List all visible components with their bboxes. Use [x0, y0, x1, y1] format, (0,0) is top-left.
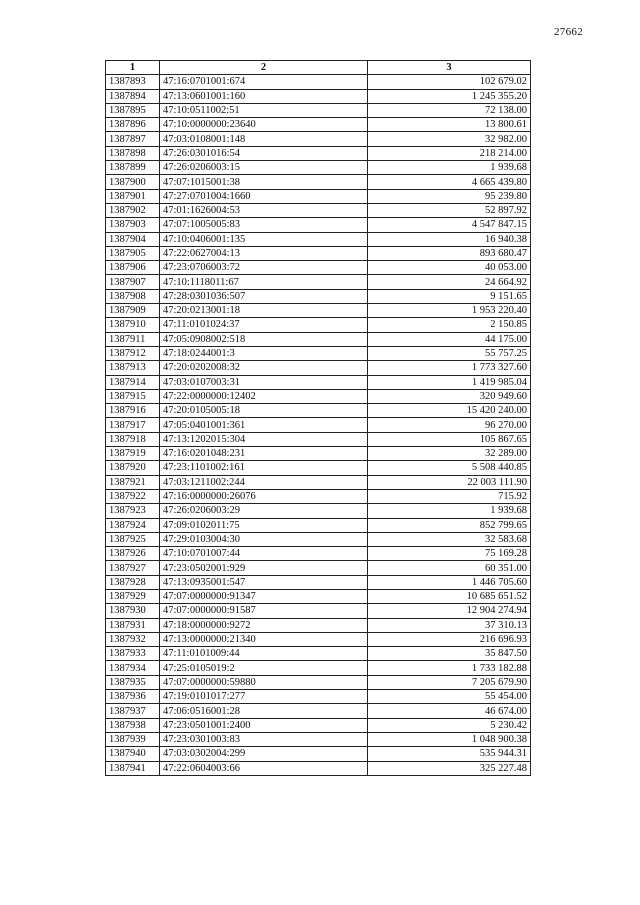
cadastral-value-cell: 46 674.00: [368, 704, 531, 718]
cadastral-value-cell: 55 454.00: [368, 690, 531, 704]
cadastral-value-cell: 16 940.38: [368, 232, 531, 246]
row-number-cell: 1387936: [106, 690, 160, 704]
cadastral-number-cell: 47:29:0103004:30: [160, 532, 368, 546]
table-row: [106, 489, 531, 503]
cadastral-value-cell: 7 205 679.90: [368, 675, 531, 689]
table-row: [106, 704, 531, 718]
cadastral-value-cell: 22 003 111.90: [368, 475, 531, 489]
cadastral-number-cell: 47:07:1005005:83: [160, 218, 368, 232]
row-number-cell: 1387902: [106, 203, 160, 217]
table-row: [106, 589, 531, 603]
table-row: [106, 561, 531, 575]
row-number-cell: 1387931: [106, 618, 160, 632]
table-row: [106, 75, 531, 89]
table-row: [106, 275, 531, 289]
cadastral-number-cell: 47:23:1101002:161: [160, 461, 368, 475]
cadastral-number-cell: 47:26:0301016:54: [160, 146, 368, 160]
table-row: [106, 89, 531, 103]
cadastral-number-cell: 47:16:0000000:26076: [160, 489, 368, 503]
table-row: [106, 375, 531, 389]
table-row: [106, 261, 531, 275]
row-number-cell: 1387899: [106, 161, 160, 175]
table-row: [106, 447, 531, 461]
cadastral-number-cell: 47:22:0000000:12402: [160, 389, 368, 403]
row-number-cell: 1387896: [106, 118, 160, 132]
table-row: [106, 289, 531, 303]
cadastral-number-cell: 47:13:0601001:160: [160, 89, 368, 103]
table-row: [106, 418, 531, 432]
table-row: [106, 161, 531, 175]
cadastral-value-cell: 32 583.68: [368, 532, 531, 546]
cadastral-value-cell: 5 230.42: [368, 718, 531, 732]
table-row: [106, 732, 531, 746]
row-number-cell: 1387924: [106, 518, 160, 532]
cadastral-number-cell: 47:09:0102011:75: [160, 518, 368, 532]
row-number-cell: 1387910: [106, 318, 160, 332]
cadastral-number-cell: 47:26:0206003:29: [160, 504, 368, 518]
table-row: [106, 189, 531, 203]
cadastral-value-cell: 105 867.65: [368, 432, 531, 446]
cadastral-value-cell: 95 239.80: [368, 189, 531, 203]
row-number-cell: 1387920: [106, 461, 160, 475]
cadastral-number-cell: 47:28:0301036:507: [160, 289, 368, 303]
table-row: [106, 604, 531, 618]
row-number-cell: 1387906: [106, 261, 160, 275]
cadastral-number-cell: 47:22:0604003:66: [160, 761, 368, 775]
row-number-cell: 1387909: [106, 304, 160, 318]
table-body: [106, 75, 531, 776]
cadastral-number-cell: 47:10:0000000:23640: [160, 118, 368, 132]
cadastral-value-table: [105, 60, 531, 776]
column-header-cadastral-number: 2: [160, 61, 368, 75]
table-row: [106, 361, 531, 375]
row-number-cell: 1387914: [106, 375, 160, 389]
cadastral-value-cell: 1 773 327.60: [368, 361, 531, 375]
cadastral-value-cell: 9 151.65: [368, 289, 531, 303]
cadastral-value-cell: 1 419 985.04: [368, 375, 531, 389]
table-row: [106, 575, 531, 589]
cadastral-value-cell: 32 289.00: [368, 447, 531, 461]
table-row: [106, 118, 531, 132]
row-number-cell: 1387908: [106, 289, 160, 303]
row-number-cell: 1387938: [106, 718, 160, 732]
table-row: [106, 761, 531, 775]
cadastral-number-cell: 47:07:0000000:91347: [160, 589, 368, 603]
cadastral-value-cell: 325 227.48: [368, 761, 531, 775]
cadastral-number-cell: 47:20:0105005:18: [160, 404, 368, 418]
table-row: [106, 346, 531, 360]
table-row: [106, 747, 531, 761]
cadastral-value-cell: 4 547 847.15: [368, 218, 531, 232]
row-number-cell: 1387915: [106, 389, 160, 403]
cadastral-value-cell: 72 138.00: [368, 103, 531, 117]
row-number-cell: 1387937: [106, 704, 160, 718]
table-row: [106, 246, 531, 260]
cadastral-value-cell: 10 685 651.52: [368, 589, 531, 603]
cadastral-number-cell: 47:07:0000000:59880: [160, 675, 368, 689]
table-row: [106, 203, 531, 217]
cadastral-value-cell: 96 270.00: [368, 418, 531, 432]
row-number-cell: 1387935: [106, 675, 160, 689]
table-row: [106, 532, 531, 546]
cadastral-number-cell: 47:25:0105019:2: [160, 661, 368, 675]
cadastral-number-cell: 47:18:0244001:3: [160, 346, 368, 360]
table-row: [106, 132, 531, 146]
cadastral-number-cell: 47:18:0000000:9272: [160, 618, 368, 632]
table-row: [106, 175, 531, 189]
row-number-cell: 1387932: [106, 632, 160, 646]
row-number-cell: 1387933: [106, 647, 160, 661]
cadastral-value-cell: 13 800.61: [368, 118, 531, 132]
row-number-cell: 1387929: [106, 589, 160, 603]
row-number-cell: 1387904: [106, 232, 160, 246]
cadastral-number-cell: 47:05:0401001:361: [160, 418, 368, 432]
table-row: [106, 675, 531, 689]
cadastral-number-cell: 47:13:0935001:547: [160, 575, 368, 589]
cadastral-value-cell: 535 944.31: [368, 747, 531, 761]
table-row: [106, 661, 531, 675]
row-number-cell: 1387930: [106, 604, 160, 618]
row-number-cell: 1387921: [106, 475, 160, 489]
cadastral-number-cell: 47:26:0206003:15: [160, 161, 368, 175]
table-row: [106, 232, 531, 246]
cadastral-value-cell: 4 665 439.80: [368, 175, 531, 189]
row-number-cell: 1387927: [106, 561, 160, 575]
cadastral-number-cell: 47:20:0213001:18: [160, 304, 368, 318]
row-number-cell: 1387907: [106, 275, 160, 289]
row-number-cell: 1387895: [106, 103, 160, 117]
table-row: [106, 475, 531, 489]
table-row: [106, 618, 531, 632]
table-row: [106, 632, 531, 646]
cadastral-number-cell: 47:03:0108001:148: [160, 132, 368, 146]
cadastral-value-cell: 55 757.25: [368, 346, 531, 360]
cadastral-number-cell: 47:07:0000000:91587: [160, 604, 368, 618]
cadastral-number-cell: 47:10:0701007:44: [160, 547, 368, 561]
cadastral-number-cell: 47:10:1118011:67: [160, 275, 368, 289]
row-number-cell: 1387905: [106, 246, 160, 260]
cadastral-number-cell: 47:22:0627004:13: [160, 246, 368, 260]
row-number-cell: 1387922: [106, 489, 160, 503]
row-number-cell: 1387917: [106, 418, 160, 432]
cadastral-value-cell: 60 351.00: [368, 561, 531, 575]
row-number-cell: 1387903: [106, 218, 160, 232]
table-row: [106, 518, 531, 532]
cadastral-value-cell: 12 904 274.94: [368, 604, 531, 618]
cadastral-number-cell: 47:03:0302004:299: [160, 747, 368, 761]
row-number-cell: 1387897: [106, 132, 160, 146]
table-row: [106, 146, 531, 160]
cadastral-number-cell: 47:01:1626004:53: [160, 203, 368, 217]
cadastral-number-cell: 47:23:0706003:72: [160, 261, 368, 275]
row-number-cell: 1387916: [106, 404, 160, 418]
table-header-row: [106, 61, 531, 75]
cadastral-value-cell: 893 680.47: [368, 246, 531, 260]
row-number-cell: 1387918: [106, 432, 160, 446]
cadastral-number-cell: 47:16:0201048:231: [160, 447, 368, 461]
row-number-cell: 1387923: [106, 504, 160, 518]
cadastral-value-cell: 15 420 240.00: [368, 404, 531, 418]
row-number-cell: 1387926: [106, 547, 160, 561]
cadastral-value-cell: 5 508 440.85: [368, 461, 531, 475]
cadastral-value-cell: 75 169.28: [368, 547, 531, 561]
cadastral-value-cell: 1 939.68: [368, 161, 531, 175]
cadastral-value-cell: 218 214.00: [368, 146, 531, 160]
cadastral-number-cell: 47:05:0908002:518: [160, 332, 368, 346]
row-number-cell: 1387898: [106, 146, 160, 160]
cadastral-number-cell: 47:16:0701001:674: [160, 75, 368, 89]
cadastral-value-cell: 37 310.13: [368, 618, 531, 632]
cadastral-value-cell: 52 897.92: [368, 203, 531, 217]
cadastral-value-cell: 1 939.68: [368, 504, 531, 518]
table-row: [106, 389, 531, 403]
row-number-cell: 1387939: [106, 732, 160, 746]
cadastral-value-cell: 35 847.50: [368, 647, 531, 661]
cadastral-value-cell: 216 696.93: [368, 632, 531, 646]
row-number-cell: 1387900: [106, 175, 160, 189]
cadastral-number-cell: 47:11:0101009:44: [160, 647, 368, 661]
row-number-cell: 1387925: [106, 532, 160, 546]
table-row: [106, 218, 531, 232]
cadastral-number-cell: 47:20:0202008:32: [160, 361, 368, 375]
cadastral-number-cell: 47:13:1202015:304: [160, 432, 368, 446]
cadastral-number-cell: 47:10:0511002:51: [160, 103, 368, 117]
row-number-cell: 1387912: [106, 346, 160, 360]
cadastral-number-cell: 47:03:0107003:31: [160, 375, 368, 389]
cadastral-value-cell: 1 733 182.88: [368, 661, 531, 675]
cadastral-value-cell: 1 446 705.60: [368, 575, 531, 589]
table-row: [106, 432, 531, 446]
cadastral-value-cell: 1 245 355.20: [368, 89, 531, 103]
table-row: [106, 304, 531, 318]
table-row: [106, 404, 531, 418]
table-row: [106, 504, 531, 518]
cadastral-number-cell: 47:23:0501001:2400: [160, 718, 368, 732]
table-row: [106, 718, 531, 732]
cadastral-value-cell: 320 949.60: [368, 389, 531, 403]
row-number-cell: 1387940: [106, 747, 160, 761]
cadastral-number-cell: 47:03:1211002:244: [160, 475, 368, 489]
page-number: 27662: [554, 26, 583, 38]
cadastral-value-cell: 1 048 900.38: [368, 732, 531, 746]
row-number-cell: 1387901: [106, 189, 160, 203]
table-row: [106, 318, 531, 332]
row-number-cell: 1387941: [106, 761, 160, 775]
table-row: [106, 690, 531, 704]
cadastral-number-cell: 47:19:0101017:277: [160, 690, 368, 704]
row-number-cell: 1387934: [106, 661, 160, 675]
column-header-number: 1: [106, 61, 160, 75]
table-row: [106, 461, 531, 475]
cadastral-number-cell: 47:11:0101024:37: [160, 318, 368, 332]
cadastral-value-cell: 24 664.92: [368, 275, 531, 289]
cadastral-value-cell: 32 982.00: [368, 132, 531, 146]
cadastral-number-cell: 47:23:0301003:83: [160, 732, 368, 746]
cadastral-value-cell: 102 679.02: [368, 75, 531, 89]
cadastral-value-cell: 715.92: [368, 489, 531, 503]
row-number-cell: 1387913: [106, 361, 160, 375]
cadastral-number-cell: 47:23:0502001:929: [160, 561, 368, 575]
table-row: [106, 647, 531, 661]
table-row: [106, 547, 531, 561]
cadastral-value-cell: 1 953 220.40: [368, 304, 531, 318]
cadastral-number-cell: 47:27:0701004:1660: [160, 189, 368, 203]
cadastral-number-cell: 47:13:0000000:21340: [160, 632, 368, 646]
cadastral-number-cell: 47:07:1015001:38: [160, 175, 368, 189]
row-number-cell: 1387894: [106, 89, 160, 103]
cadastral-value-cell: 852 799.65: [368, 518, 531, 532]
cadastral-number-cell: 47:06:0516001:28: [160, 704, 368, 718]
cadastral-value-cell: 2 150.85: [368, 318, 531, 332]
row-number-cell: 1387911: [106, 332, 160, 346]
cadastral-value-cell: 44 175.00: [368, 332, 531, 346]
row-number-cell: 1387919: [106, 447, 160, 461]
cadastral-number-cell: 47:10:0406001:135: [160, 232, 368, 246]
table-row: [106, 332, 531, 346]
column-header-value: 3: [368, 61, 531, 75]
row-number-cell: 1387928: [106, 575, 160, 589]
table-row: [106, 103, 531, 117]
row-number-cell: 1387893: [106, 75, 160, 89]
cadastral-value-cell: 40 053.00: [368, 261, 531, 275]
